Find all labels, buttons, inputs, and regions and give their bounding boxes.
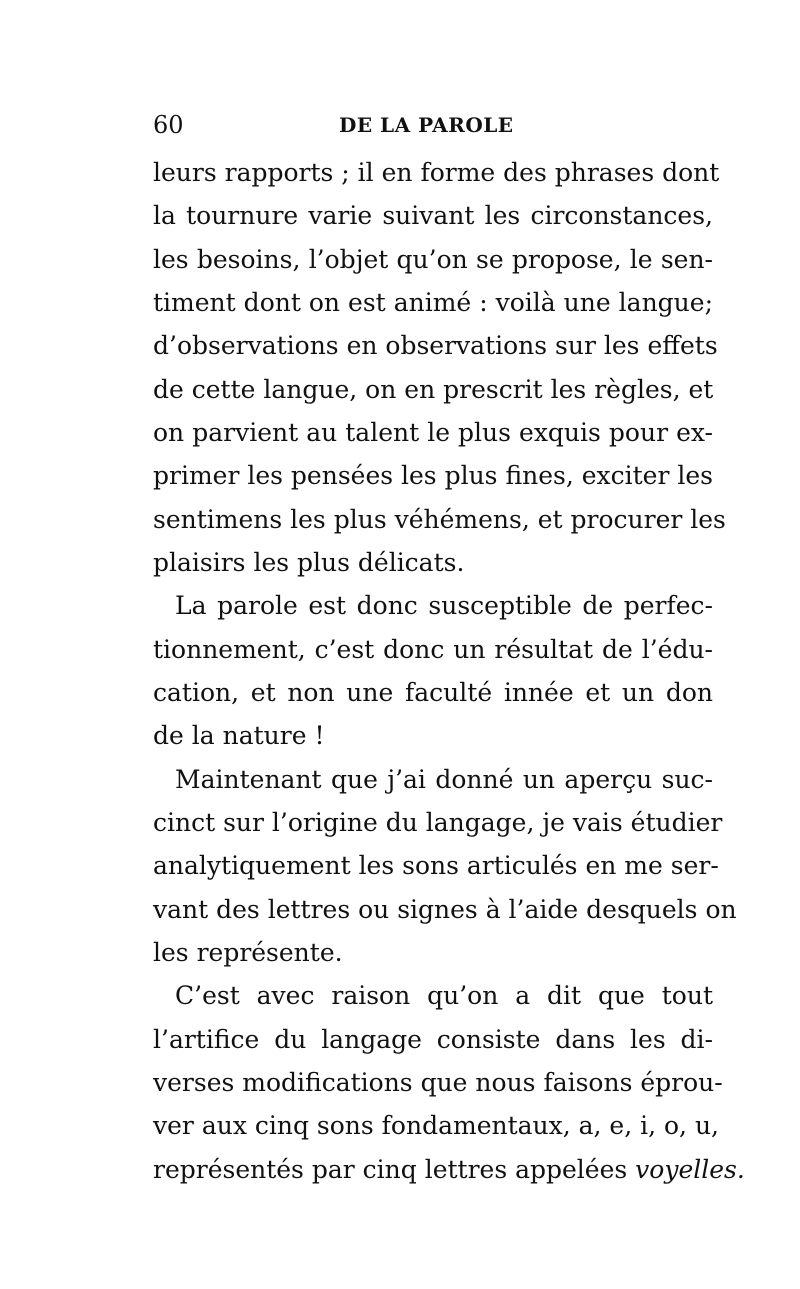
text-line: les représente. [153, 938, 343, 967]
paragraph-first-line: La parole est donc susceptible de perfec- [175, 591, 713, 620]
text-line: d’observations en observations sur les effets [153, 331, 718, 360]
text-line: vant des lettres ou signes à l’aide desquels on [153, 895, 737, 924]
final-line-prefix: représentés par cinq lettres appelées [153, 1155, 628, 1184]
text-line: timent dont on est animé : voilà une langue; [153, 288, 713, 317]
text-line: tionnement, c’est donc un résultat de l’édu- [153, 635, 713, 664]
text-line: leurs rapports ; il en forme des phrases dont [153, 158, 720, 187]
text-line: analytiquement les sons articulés en me ser- [153, 851, 719, 880]
text-line-final [153, 1151, 745, 1195]
text-line: les besoins, l’objet qu’on se propose, le sen- [153, 245, 713, 274]
text-line: de cette langue, on en prescrit les règles, et [153, 375, 714, 404]
paragraph-first-line: Maintenant que j’ai donné un aperçu suc- [175, 765, 713, 794]
text-line: plaisirs les plus délicats. [153, 548, 465, 577]
text-line: cinct sur l’origine du langage, je vais étudier [153, 808, 723, 837]
page-header [153, 108, 713, 142]
text-line: la tournure varie suivant les circonstances, [153, 201, 713, 230]
text-line: verses modifications que nous faisons éprou- [153, 1068, 723, 1097]
paragraph-first-line: C’est avec raison qu’on a dit que tout [175, 981, 713, 1010]
text-line: l’artifice du langage consiste dans les di- [153, 1025, 713, 1054]
page-number: 60 [153, 111, 184, 139]
italic-word: voyelles. [635, 1155, 745, 1184]
text-line: de la nature ! [153, 721, 325, 750]
running-head: DE LA PAROLE [339, 113, 514, 137]
text-line: cation, et non une faculté innée et un don [153, 678, 713, 707]
text-line: on parvient au talent le plus exquis pour ex- [153, 418, 713, 447]
text-line: sentimens les plus véhémens, et procurer les [153, 505, 726, 534]
text-line: ver aux cinq sons fondamentaux, a, e, i, o, u, [153, 1111, 720, 1140]
text-line: primer les pensées les plus fines, exciter les [153, 461, 713, 490]
